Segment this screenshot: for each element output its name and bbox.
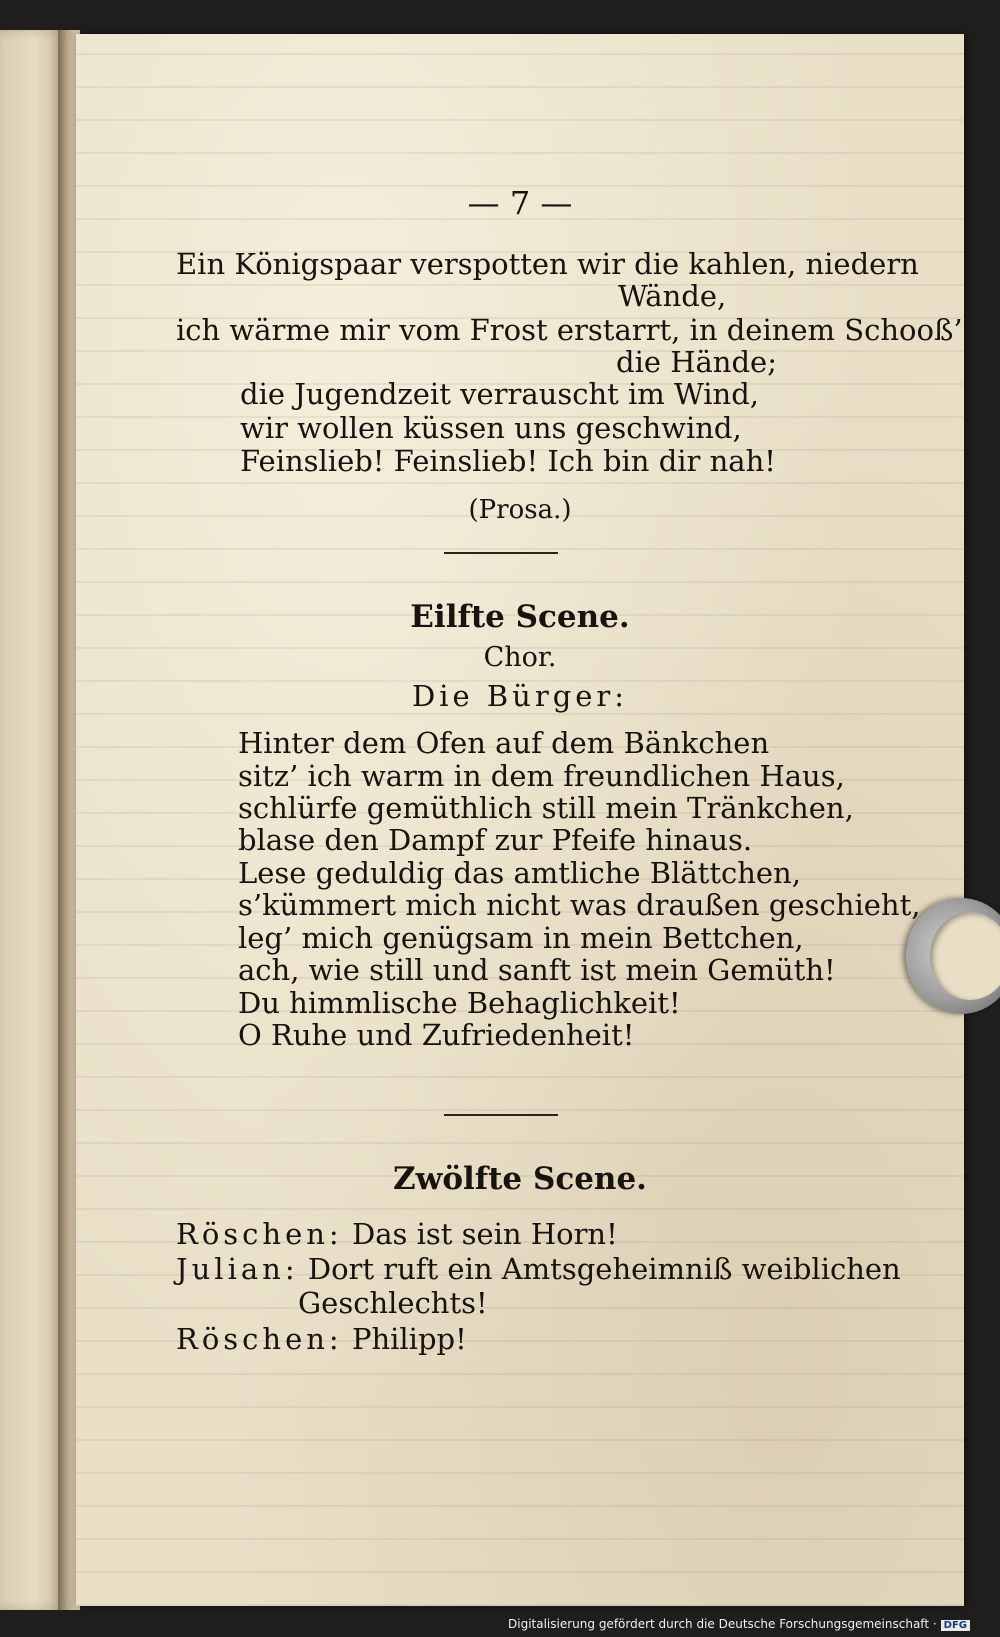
dialogue-text: Dort ruft ein Amtsgeheimniß weiblichen xyxy=(307,1252,901,1286)
verse-line: ich wärme mir vom Frost erstarrt, in deinem Schooß’ xyxy=(176,313,963,347)
section-divider xyxy=(444,552,558,554)
verse-line: Ein Königspaar verspotten wir die kahlen, niedern xyxy=(176,247,919,281)
verse-line: ach, wie still und sanft ist mein Gemüth! xyxy=(238,953,836,987)
verse-line: Feinslieb! Feinslieb! Ich bin dir nah! xyxy=(240,444,776,478)
verse-line: leg’ mich genügsam in mein Bettchen, xyxy=(238,921,804,955)
dialogue-text: Philipp! xyxy=(351,1322,467,1356)
verse-line: s’kümmert mich nicht was draußen geschieht, xyxy=(238,888,921,922)
verse-line: Hinter dem Ofen auf dem Bänkchen xyxy=(238,726,770,760)
scene-title: Eilfte Scene. xyxy=(410,599,630,635)
dialogue-line xyxy=(176,1252,901,1286)
stage-direction: (Prosa.) xyxy=(468,495,572,525)
page-text xyxy=(76,34,964,1606)
chor-label: Chor. xyxy=(483,642,557,673)
dialogue-text: Das ist sein Horn! xyxy=(351,1217,618,1251)
section-divider xyxy=(444,1114,558,1116)
verse-line: die Hände; xyxy=(616,345,777,379)
speaker-name: Julian: xyxy=(176,1252,299,1286)
verse-line: blase den Dampf zur Pfeife hinaus. xyxy=(238,823,753,857)
verse-line: wir wollen küssen uns geschwind, xyxy=(240,411,742,445)
digitization-credit xyxy=(508,1617,970,1631)
scene-title: Zwölfte Scene. xyxy=(393,1161,647,1197)
verse-line: die Jugendzeit verrauscht im Wind, xyxy=(240,377,760,411)
verse-line: O Ruhe und Zufriedenheit! xyxy=(238,1018,635,1052)
previous-page-edge xyxy=(0,30,62,1610)
dialogue-line xyxy=(176,1322,467,1356)
page-number: — 7 — xyxy=(467,184,573,222)
speaker-name: Röschen: xyxy=(176,1217,343,1251)
page-sheet xyxy=(76,34,964,1606)
verse-line: Du himmlische Behaglichkeit! xyxy=(238,986,681,1020)
speaker-name: Röschen: xyxy=(176,1322,343,1356)
dialogue-text: Geschlechts! xyxy=(298,1286,488,1320)
dialogue-line xyxy=(176,1217,618,1251)
verse-line: sitz’ ich warm in dem freundlichen Haus, xyxy=(238,759,845,793)
verse-line: Wände, xyxy=(618,279,727,313)
verse-line: Lese geduldig das amtliche Blättchen, xyxy=(238,856,801,890)
speaker-heading: Die Bürger: xyxy=(411,679,629,713)
dfg-logo: DFG xyxy=(941,1620,970,1631)
dialogue-line xyxy=(298,1286,488,1320)
paper-clip-inner xyxy=(930,912,1000,1000)
credit-text: Digitalisierung gefördert durch die Deutsche Forschungsgemeinschaft · xyxy=(508,1617,937,1631)
verse-line: schlürfe gemüthlich still mein Tränkchen, xyxy=(238,791,854,825)
